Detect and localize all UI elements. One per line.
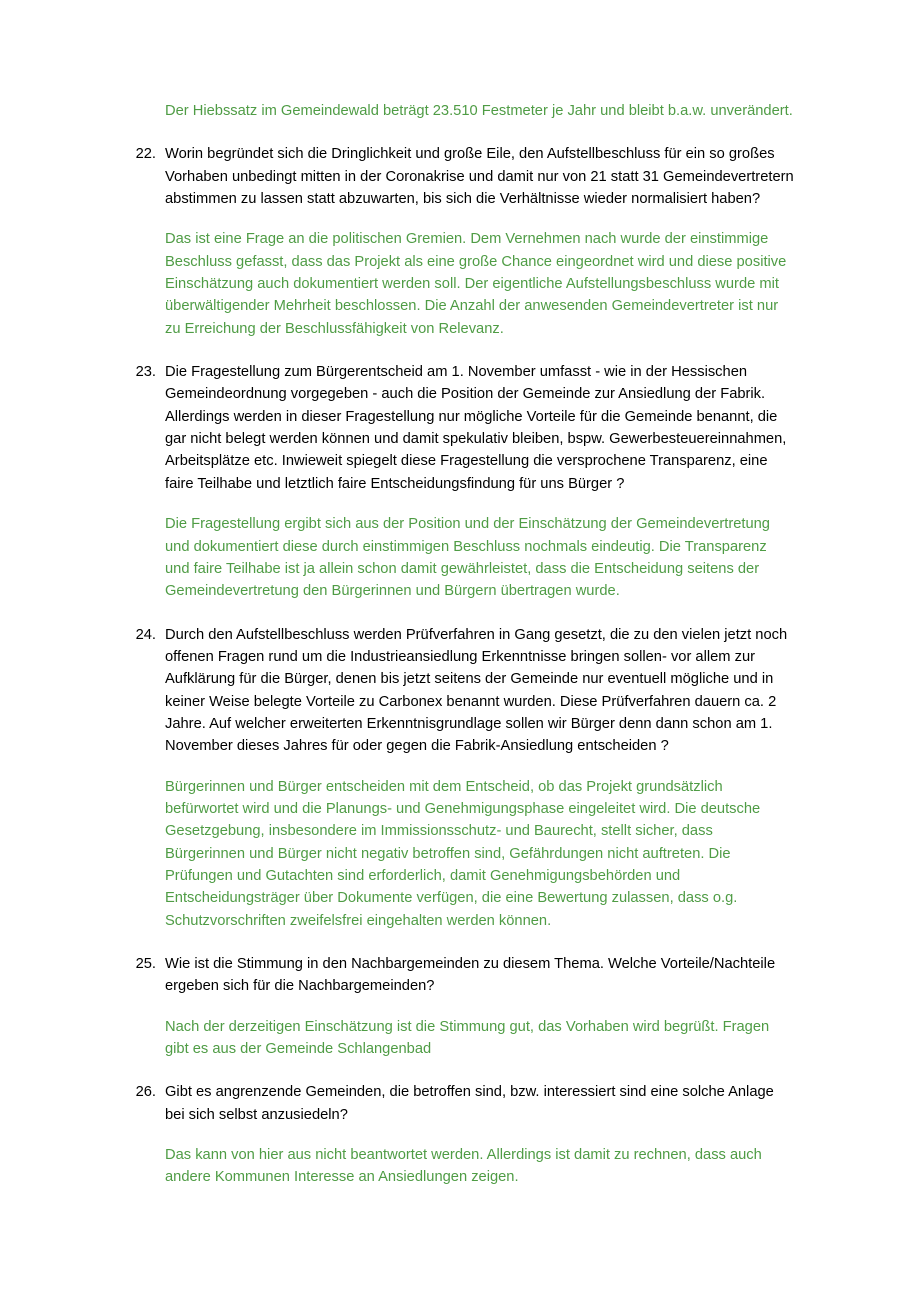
answer-text: Die Fragestellung ergibt sich aus der Position und der Einschätzung der Gemeindevertretung und dokumentiert diese durch einstimmigen Beschluss nochmals eindeutig. Die Transparenz und faire Teilhabe ist ja allein schon damit gewährleistet, dass die Entscheidung seitens der Gemeindevertretung den Bürgerinnen und Bürgern übertragen wurde.	[165, 516, 770, 600]
question-text: Gibt es angrenzende Gemeinden, die betroffen sind, bzw. interessiert sind eine solche Anlage bei sich selbst anzusiedeln?	[165, 1084, 774, 1123]
question-text: Durch den Aufstellbeschluss werden Prüfverfahren in Gang gesetzt, die zu den vielen jetzt noch offenen Fragen rund um die Industrieansiedlung Erkenntnisse bringen sollen- vor allem zur Aufklärung für die Bürger, denen bis jetzt seitens der Gemeinde nur eventuell mögliche und in keiner Weise belegte Vorteile zu Carbonex benannt wurden. Diese Prüfverfahren dauern ca. 2 Jahre. Auf welcher erweiterten Erkenntnisgrundlage sollen wir Bürger denn dann schon am 1. November dieses Jahres für oder gegen die Fabrik-Ansiedlung entscheiden ?	[165, 626, 788, 755]
answer-text: Das ist eine Frage an die politischen Gremien. Dem Vernehmen nach wurde der einstimmige Beschluss gefasst, dass das Projekt als eine große Chance eingeordnet wird und diese positive Einschätzung auch dokumentiert werden soll. Der eigentliche Aufstellungsbeschluss wurde mit überwältigender Mehrheit beschlossen. Die Anzahl der anwesenden Gemeindevertreter ist nur zu Erreichung der Beschlussfähigkeit von Relevanz.	[165, 231, 787, 337]
document-body	[135, 100, 795, 1189]
question-number: 25.	[135, 956, 156, 972]
qa-item-23	[135, 361, 795, 495]
question-number: 26.	[135, 1084, 156, 1101]
answer-text: Das kann von hier aus nicht beantwortet werden. Allerdings ist damit zu rechnen, dass auch andere Kommunen Interesse an Ansiedlungen zeigen.	[165, 1147, 762, 1186]
qa-item-22	[135, 143, 795, 210]
question-number: 22.	[135, 146, 156, 163]
question-number: 24.	[135, 626, 156, 643]
question-text: Die Fragestellung zum Bürgerentscheid am 1. November umfasst - wie in der Hessischen Gemeindeordnung vorgegeben - auch die Position der Gemeinde zur Ansiedlung der Fabrik. Allerdings werden in dieser Fragestellung nur mögliche Vorteile für die Gemeinde benannt, die gar nicht belegt werden können und damit spekulativ bleiben, bspw. Gewerbesteuereinnahmen, Arbeitsplätze etc. Inwieweit spiegelt diese Fragestellung die versprochene Transparenz, eine faire Teilhabe und letztlich faire Entscheidungsfindung für uns Bürger ?	[165, 364, 787, 492]
question-text: Wie ist die Stimmung in den Nachbargemeinden zu diesem Thema. Welche Vorteile/Nachteile ergeben sich für die Nachbargemeinden?	[165, 956, 776, 995]
answer-text: Bürgerinnen und Bürger entscheiden mit dem Entscheid, ob das Projekt grundsätzlich befürwortet wird und die Planungs- und Genehmigungsphase eingeleitet wird. Die deutsche Gesetzgebung, insbesondere im Immissionsschutz- und Baurecht, stellt sicher, dass Bürgerinnen und Bürger nicht negativ betroffen sind, Gefährdungen nicht auftreten. Die Prüfungen und Gutachten sind erforderlich, damit Genehmigungsbehörden und Entscheidungsträger über Dokumente verfügen, die eine Bewertung zulassen, dass o.g. Schutzvorschriften zweifelsfrei eingehalten werden können.	[165, 778, 761, 929]
qa-item-25	[135, 953, 795, 998]
qa-item-26	[135, 1081, 795, 1126]
answer-text: Nach der derzeitigen Einschätzung ist die Stimmung gut, das Vorhaben wird begrüßt. Fragen gibt es aus der Gemeinde Schlangenbad	[165, 1018, 770, 1058]
qa-item-24	[135, 624, 795, 758]
lead-answer-paragraph: Der Hiebssatz im Gemeindewald beträgt 23.510 Festmeter je Jahr und bleibt b.a.w. unverändert.	[165, 103, 793, 119]
question-text: Worin begründet sich die Dringlichkeit und große Eile, den Aufstellbeschluss für ein so großes Vorhaben unbedingt mitten in der Coronakrise und damit nur von 21 statt 31 Gemeindevertretern abstimmen zu lassen statt abzuwarten, bis sich die Verhältnisse wieder normalisiert haben?	[165, 146, 794, 208]
question-number: 23.	[135, 364, 156, 381]
